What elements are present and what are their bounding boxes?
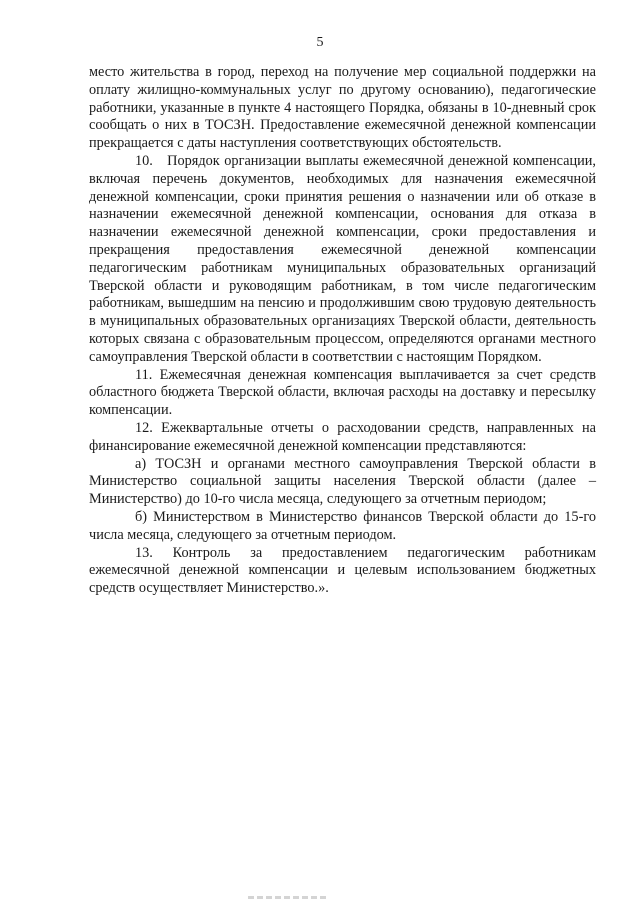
paragraph-item-10: 10. Порядок организации выплаты ежемесячной денежной компенсации, включая перечень документов, необходимых для назначения ежемесячной денежной компенсации, сроки принятия решения о назначении или об отказе в назначении ежемесячной денежной компенсации, основания для отказа в назначении ежемесячной денежной компенсации, сроки предоставления и прекращения предоставления ежемесячной денежной компенсации педагогическим работникам муниципальных образовательных организаций Тверской области и руководящим работникам, в том числе педагогическим работникам, вышедшим на пенсию и продолжившим свою трудовую деятельность в муниципальных образовательных организациях Тверской области, деятельность которых связана с образовательным процессом, определяются органами местного самоуправления Тверской области в соответствии с настоящим Порядком.: [89, 152, 596, 365]
paragraph-item-12a: а) ТОСЗН и органами местного самоуправления Тверской области в Министерство социальной защиты населения Тверской области (далее – Министерство) до 10-го числа месяца, следующего за отчетным периодом;: [89, 455, 596, 508]
scan-artifact: [248, 896, 328, 899]
page-number: 5: [316, 35, 324, 50]
document-body: [89, 64, 596, 598]
paragraph-item-13: 13. Контроль за предоставлением педагогическим работникам ежемесячной денежной компенсации и целевым использованием бюджетных средств осуществляет Министерство.».: [89, 544, 596, 597]
paragraph-item-12: 12. Ежеквартальные отчеты о расходовании средств, направленных на финансирование ежемесячной денежной компенсации представляются:: [89, 419, 596, 454]
paragraph-item-12b: б) Министерством в Министерство финансов Тверской области до 15-го числа месяца, следующего за отчетным периодом.: [89, 508, 596, 543]
paragraph-item-11: 11. Ежемесячная денежная компенсация выплачивается за счет средств областного бюджета Тверской области, включая расходы на доставку и пересылку компенсации.: [89, 366, 596, 419]
paragraph-continuation: место жительства в город, переход на получение мер социальной поддержки на оплату жилищно-коммунальных услуг по другому основанию), педагогические работники, указанные в пункте 4 настоящего Порядка, обязаны в 10-дневный срок сообщать о них в ТОСЗН. Предоставление ежемесячной денежной компенсации прекращается с даты наступления соответствующих обстоятельств.: [89, 64, 596, 152]
